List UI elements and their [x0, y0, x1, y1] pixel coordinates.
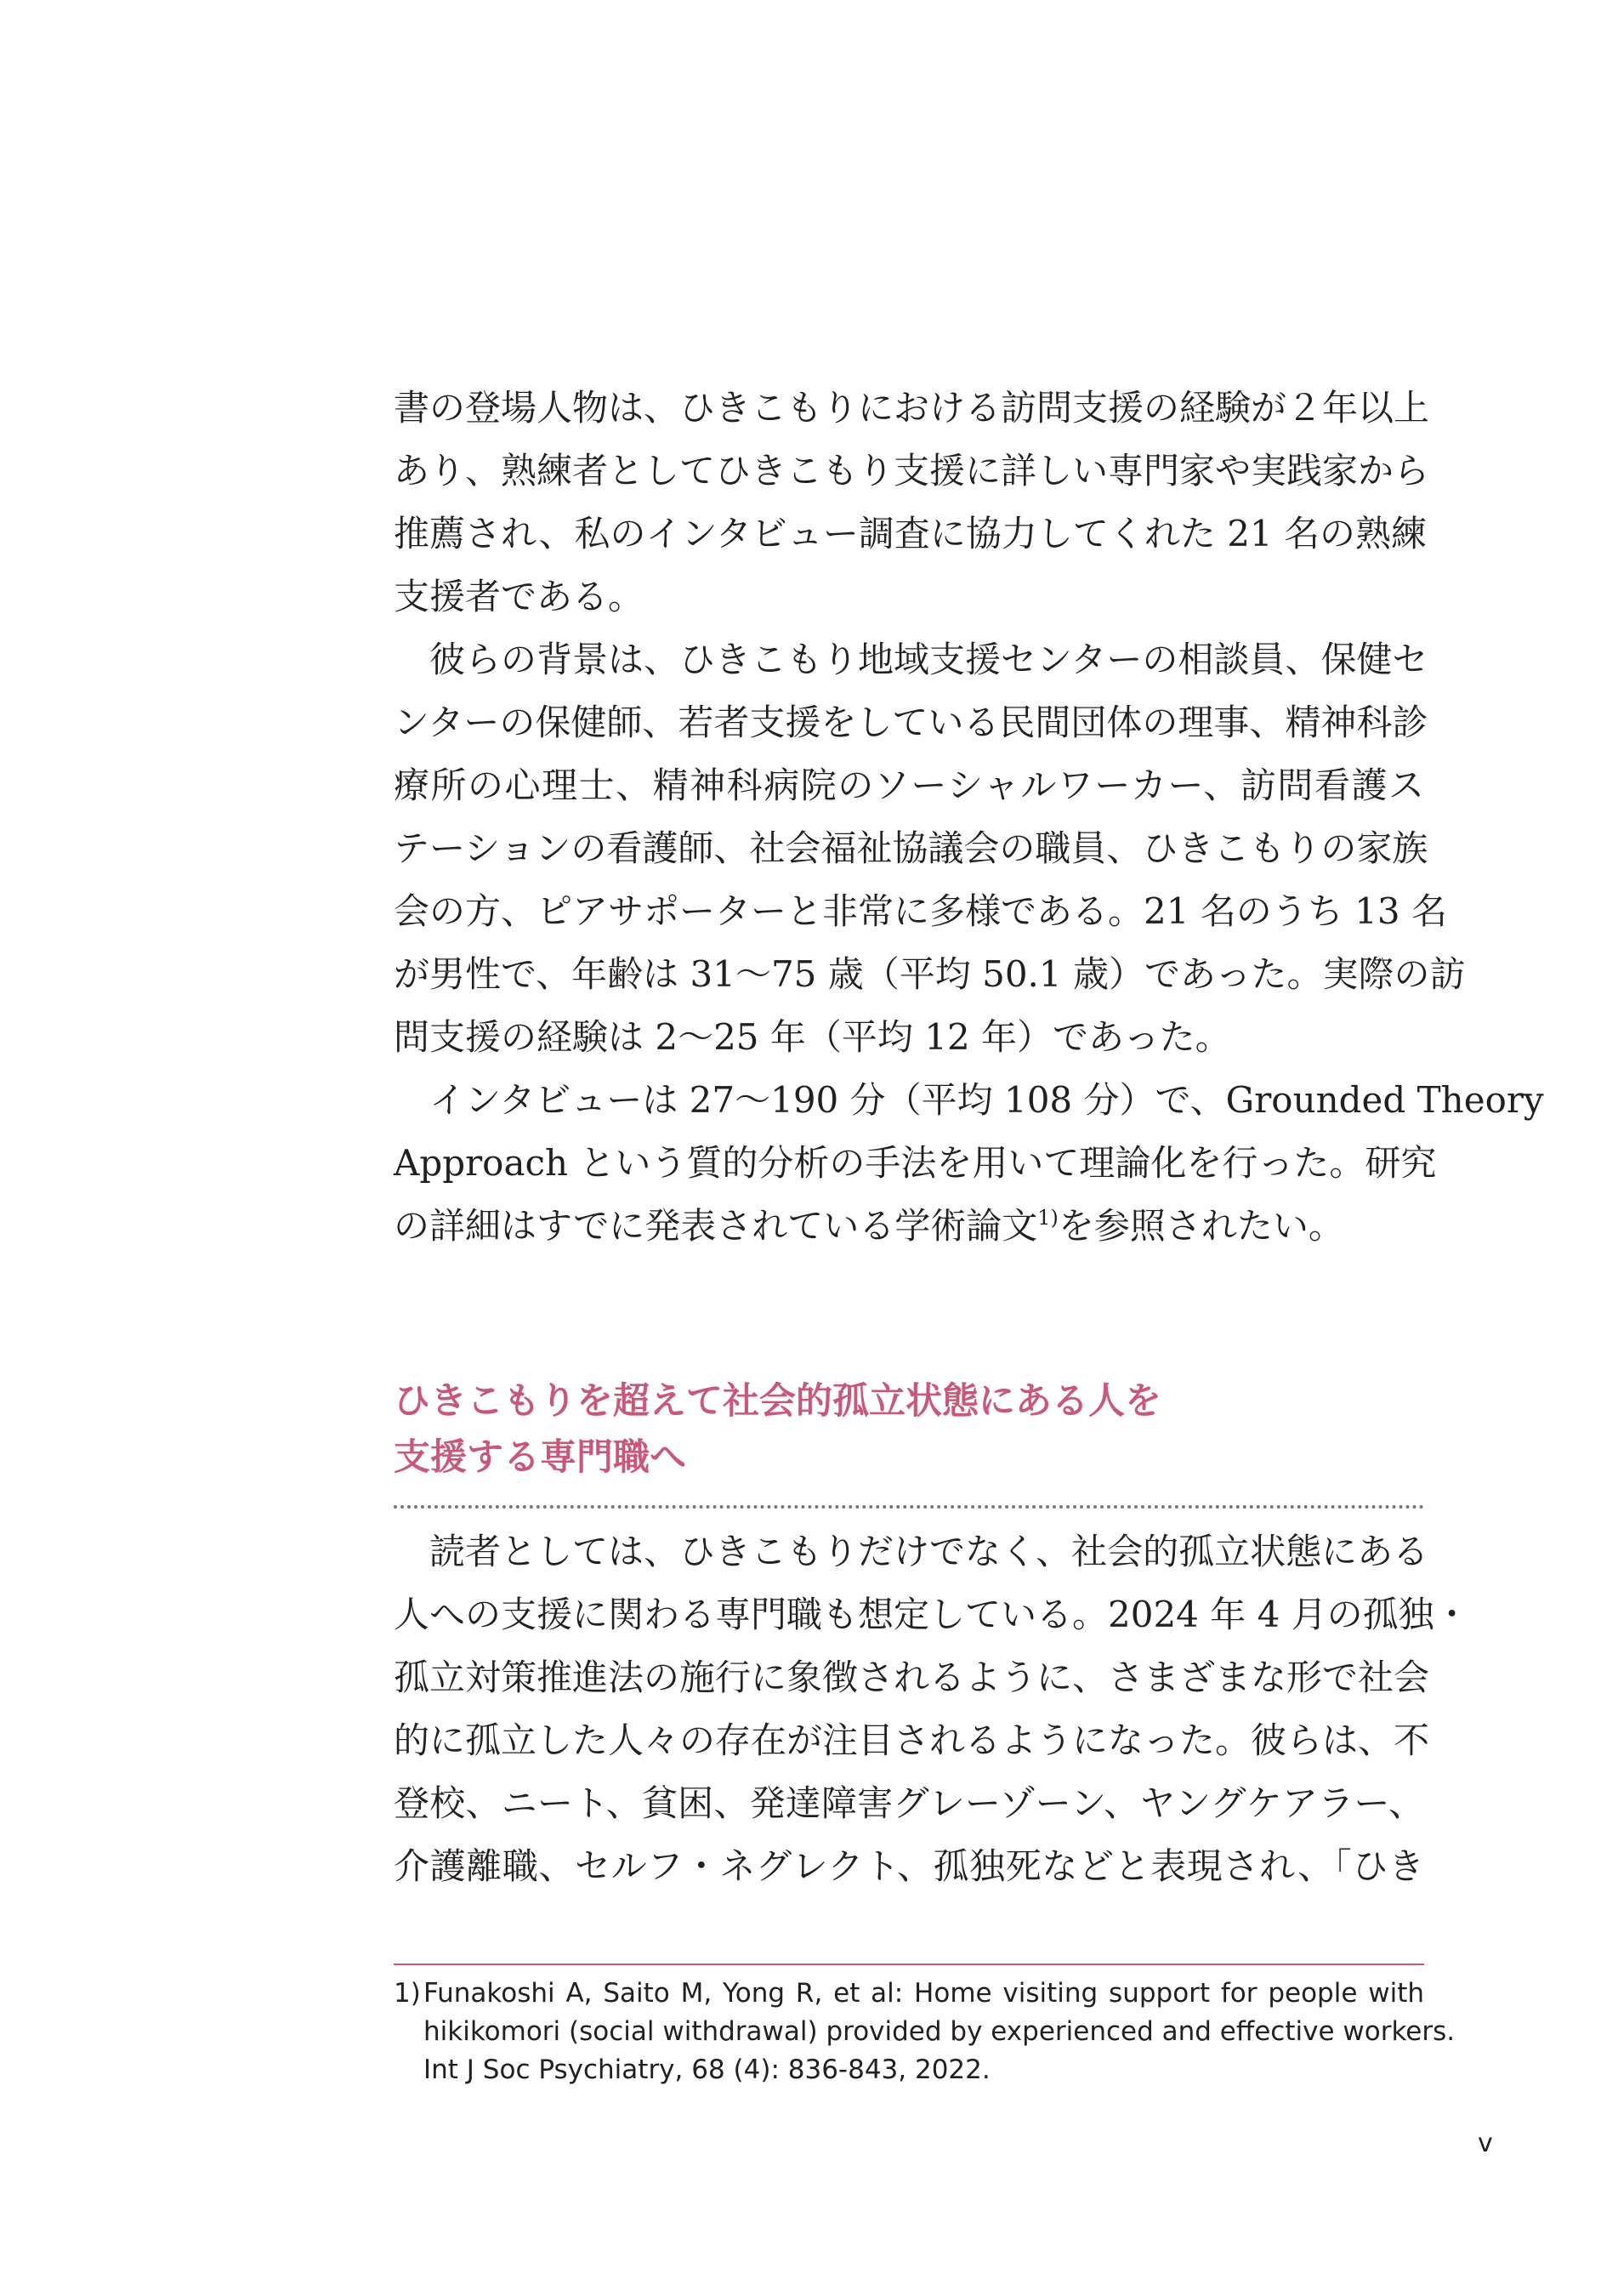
citation-superscript[interactable]: 1) [1037, 1206, 1059, 1230]
text-line: 彼らの背景は、ひきこもり地域支援センターの相談員、保健セ [394, 639, 1428, 680]
footnote-line [394, 2013, 1456, 2051]
footnote [394, 1975, 1456, 2089]
paragraph-3 [394, 1069, 1544, 1258]
footnote-text: hikikomori (social withdrawal) provided by experienced and effective workers. [423, 2016, 1456, 2047]
text-line: が男性で、年齢は 31～75 歳（平均 50.1 歳）であった。実際の訪 [394, 953, 1466, 995]
text-line: 介護離職、セルフ・ネグレクト、孤独死などと表現され、「ひき [394, 1845, 1424, 1887]
footnote-divider [394, 1964, 1424, 1965]
text-line: 推薦され、私のインタビュー調査に協力してくれた 21 名の熟練 [394, 513, 1427, 554]
dotted-divider [394, 1505, 1424, 1509]
text-line: インタビューは 27～190 分（平均 108 分）で、Grounded Theory [394, 1079, 1544, 1121]
body-text-bottom [394, 1520, 1470, 1898]
footnote-line [394, 2051, 1424, 2089]
paragraph-1 [394, 377, 1430, 628]
text-line-with-citation [394, 1195, 1424, 1258]
text-line: 問支援の経験は 2～25 年（平均 12 年）であった。 [394, 1016, 1231, 1058]
page-number: v [1478, 2128, 1493, 2158]
citation-lead-text: の詳細はすでに発表されている学術論文 [394, 1205, 1038, 1247]
section-heading-line: ひきこもりを超えて社会的孤立状態にある人を [394, 1380, 1161, 1423]
text-line: 支援者である。 [394, 576, 644, 617]
citation-trail-text: を参照されたい。 [1058, 1205, 1344, 1247]
footnote-marker: 1) [394, 1978, 421, 2009]
paragraph-2 [394, 628, 1466, 1069]
body-text-top [394, 377, 1544, 1258]
footnote-line [394, 1975, 1424, 2013]
section-heading [394, 1373, 1424, 1486]
text-line: 登校、ニート、貧困、発達障害グレーゾーン、ヤングケアラー、 [394, 1782, 1424, 1824]
footnote-text: Int J Soc Psychiatry, 68 (4): 836‑843, 2022. [423, 2054, 991, 2085]
text-line: 会の方、ピアサポーターと非常に多様である。21 名のうち 13 名 [394, 890, 1447, 932]
text-line: ンターの保健師、若者支援をしている民間団体の理事、精神科診 [394, 702, 1428, 743]
text-line: 孤立対策推進法の施行に象徴されるように、さまざまな形で社会 [394, 1657, 1430, 1698]
text-line: テーションの看護師、社会福祉協議会の職員、ひきこもりの家族 [394, 827, 1428, 869]
text-line: 療所の心理士、精神科病院のソーシャルワーカー、訪問看護ス [394, 764, 1424, 806]
text-line: 読者としては、ひきこもりだけでなく、社会的孤立状態にある [394, 1531, 1429, 1572]
text-line: あり、熟練者としてひきこもり支援に詳しい専門家や実践家から [394, 450, 1430, 492]
footnote-text: Funakoshi A, Saito M, Yong R, et al: Home visiting support for people with [423, 1978, 1424, 2009]
text-line: 的に孤立した人々の存在が注目されるようになった。彼らは、不 [394, 1719, 1430, 1761]
section-heading-line: 支援する専門職へ [394, 1436, 686, 1479]
text-line: 人への支援に関わる専門職も想定している。2024 年 4 月の孤独・ [394, 1594, 1470, 1635]
text-line: Approach という質的分析の手法を用いて理論化を行った。研究 [394, 1142, 1437, 1184]
text-line: 書の登場人物は、ひきこもりにおける訪問支援の経験が２年以上 [394, 387, 1430, 429]
